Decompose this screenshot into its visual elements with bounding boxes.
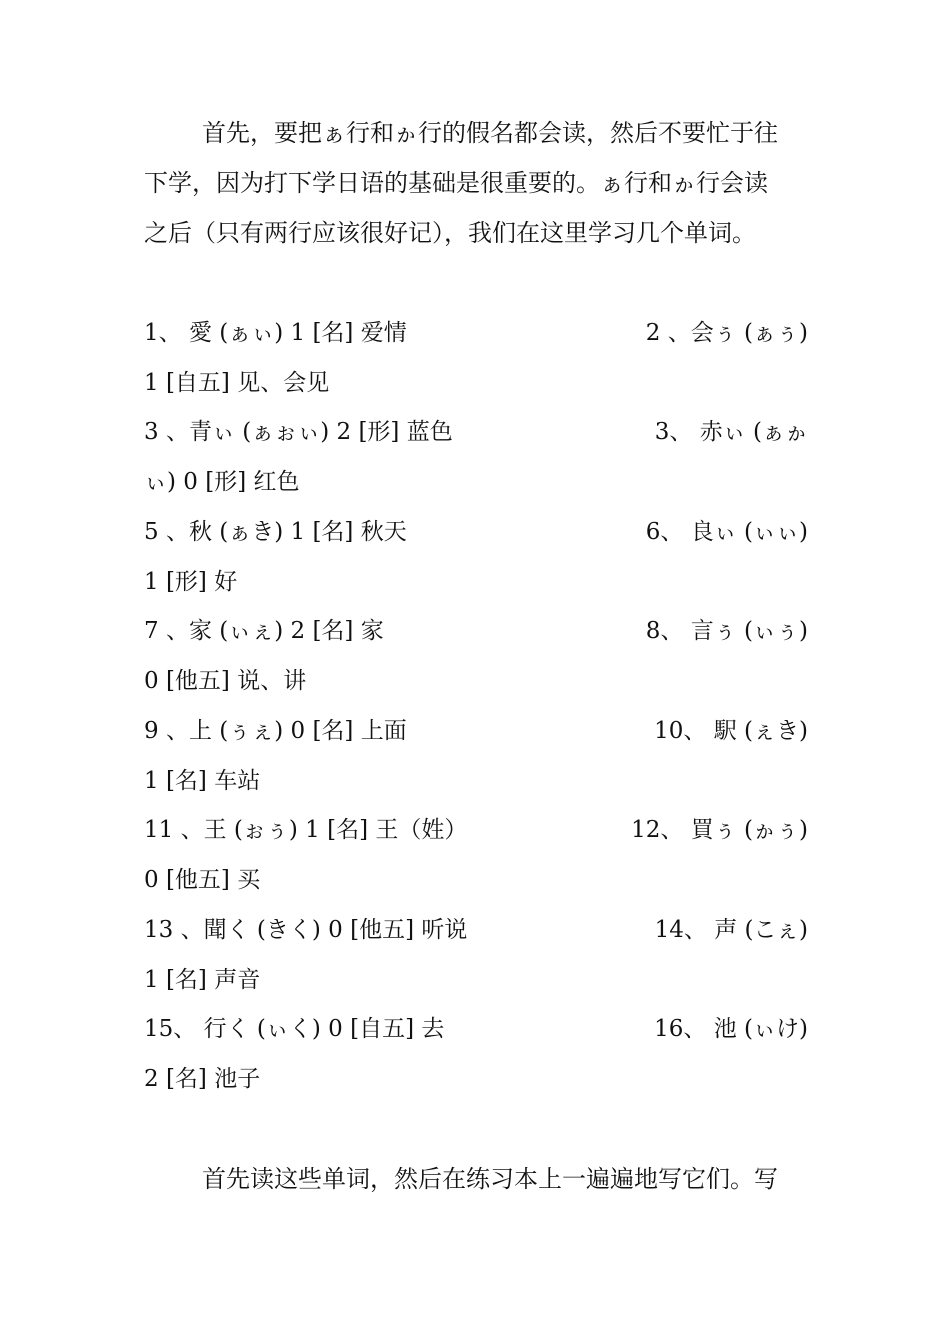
intro-line-1: 首先，要把ぁ行和ゕ行的假名都会读，然后不要忙于往: [202, 119, 778, 147]
vocab-entry-left: 1 [形] 好: [144, 569, 238, 595]
vocab-entry-left: 1 [名] 车站: [144, 768, 261, 794]
vocab-entry-left: 11 、王 (ぉぅ) 1 [名] 王（姓）: [144, 817, 468, 843]
vocab-entry-left: 3 、青ぃ (ぁぉぃ) 2 [形] 蓝色: [144, 419, 453, 445]
vocab-row: [144, 415, 808, 449]
vocab-entry-left: 5 、秋 (ぁき) 1 [名] 秋天: [144, 519, 407, 545]
vocab-entry-right: 12、 買ぅ (ゕぅ): [631, 817, 808, 843]
vocab-row: [144, 714, 808, 748]
vocab-row: [144, 664, 808, 698]
vocab-entry-left: 2 [名] 池子: [144, 1066, 261, 1092]
vocab-row: [144, 1062, 808, 1096]
vocab-entry-left: 1 [自五] 见、会见: [144, 370, 330, 396]
vocab-row: [144, 465, 808, 499]
intro-line-3: 之后（只有两行应该很好记），我们在这里学习几个单词。: [144, 219, 756, 247]
intro-line-2: 下学，因为打下学日语的基础是很重要的。ぁ行和ゕ行会读: [144, 169, 768, 197]
vocab-row: [144, 366, 808, 400]
vocab-row: [144, 863, 808, 897]
vocab-row: [144, 565, 808, 599]
vocab-entry-right: 8、 言ぅ (ぃぅ): [645, 618, 808, 644]
vocab-row: [144, 1012, 808, 1046]
vocab-entry-left: 1、 愛 (ぁぃ) 1 [名] 爱情: [144, 320, 407, 346]
vocab-entry-right: 10、 駅 (ぇき): [654, 718, 808, 744]
vocab-entry-right: 3、 赤ぃ (ぁゕ: [654, 419, 808, 445]
vocab-entry-left: 13 、聞く (きく) 0 [他五] 听说: [144, 917, 468, 943]
vocab-entry-left: 1 [名] 声音: [144, 967, 261, 993]
vocab-row: [144, 764, 808, 798]
vocab-entry-left: 0 [他五] 说、讲: [144, 668, 307, 694]
vocab-row: [144, 515, 808, 549]
vocab-row: [144, 913, 808, 947]
vocab-entry-right: 6、 良ぃ (ぃぃ): [645, 519, 808, 545]
vocab-row: [144, 316, 808, 350]
vocab-entry-left: 0 [他五] 买: [144, 867, 261, 893]
vocab-entry-left: 9 、上 (ぅぇ) 0 [名] 上面: [144, 718, 407, 744]
vocab-entry-left: ぃ) 0 [形] 红色: [144, 469, 300, 495]
vocab-row: [144, 614, 808, 648]
vocab-entry-left: 7 、家 (ぃぇ) 2 [名] 家: [144, 618, 384, 644]
vocab-entry-right: 2 、会ぅ (ぁぅ): [645, 320, 808, 346]
vocab-entry-right: 14、 声 (こぇ): [654, 917, 808, 943]
vocab-entry-left: 15、 行く (ぃく) 0 [自五] 去: [144, 1016, 445, 1042]
vocab-row: [144, 813, 808, 847]
outro-line-1: 首先读这些单词，然后在练习本上一遍遍地写它们。写: [202, 1165, 778, 1193]
vocab-row: [144, 963, 808, 997]
vocab-entry-right: 16、 池 (ぃけ): [654, 1016, 808, 1042]
